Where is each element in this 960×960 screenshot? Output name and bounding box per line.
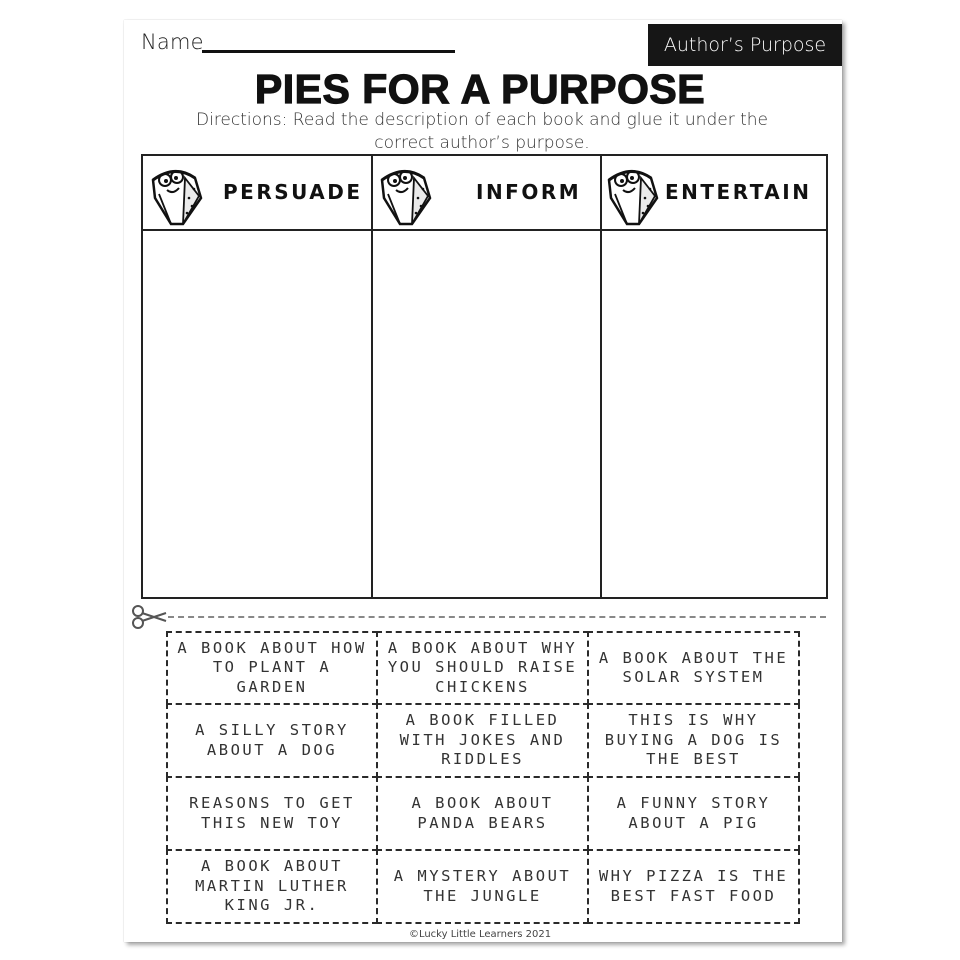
pie-slice-character-icon [145, 158, 205, 228]
book-card[interactable]: A BOOK FILLED WITH JOKES AND RIDDLES [376, 703, 589, 778]
topic-tag: Author’s Purpose [648, 24, 842, 66]
book-card[interactable]: THIS IS WHY BUYING A DOG IS THE BEST [587, 703, 800, 778]
glue-area-inform[interactable] [373, 231, 600, 597]
glue-area-entertain[interactable] [602, 231, 828, 597]
cut-line-row [126, 604, 828, 630]
dashed-cut-line [168, 616, 826, 618]
column-label: ENTERTAIN [665, 180, 812, 204]
directions-text: Directions: Read the description of each book and glue it under the correct author’s purpose. [196, 110, 768, 153]
book-card[interactable]: WHY PIZZA IS THE BEST FAST FOOD [587, 849, 800, 924]
pie-slice-character-icon [374, 158, 434, 228]
book-card[interactable]: A BOOK ABOUT HOW TO PLANT A GARDEN [166, 631, 378, 705]
book-card[interactable]: A BOOK ABOUT WHY YOU SHOULD RAISE CHICKENS [376, 631, 589, 705]
name-write-line[interactable] [202, 50, 455, 53]
cut-out-cards [166, 631, 800, 924]
book-card[interactable]: A BOOK ABOUT MARTIN LUTHER KING JR. [166, 849, 378, 924]
pie-slice-character-icon [601, 158, 661, 228]
worksheet-title: PIES FOR A PURPOSE [254, 66, 706, 112]
book-card[interactable]: A FUNNY STORY ABOUT A PIG [587, 776, 800, 851]
column-header-inform [372, 156, 600, 229]
book-card[interactable]: A MYSTERY ABOUT THE JUNGLE [376, 849, 589, 924]
book-card[interactable]: A BOOK ABOUT PANDA BEARS [376, 776, 589, 851]
book-card[interactable]: REASONS TO GET THIS NEW TOY [166, 776, 378, 851]
copyright-footer: ©Lucky Little Learners 2021 [408, 929, 552, 940]
book-card[interactable]: A BOOK ABOUT THE SOLAR SYSTEM [587, 631, 800, 705]
column-label: INFORM [476, 180, 582, 204]
glue-area-persuade[interactable] [143, 231, 371, 597]
column-header-entertain [601, 156, 828, 229]
name-label: Name [141, 30, 204, 54]
column-header-persuade [143, 156, 371, 229]
column-label: PERSUADE [223, 180, 363, 204]
scissors-icon [130, 604, 168, 630]
sort-table [141, 154, 828, 599]
book-card[interactable]: A SILLY STORY ABOUT A DOG [166, 703, 378, 778]
